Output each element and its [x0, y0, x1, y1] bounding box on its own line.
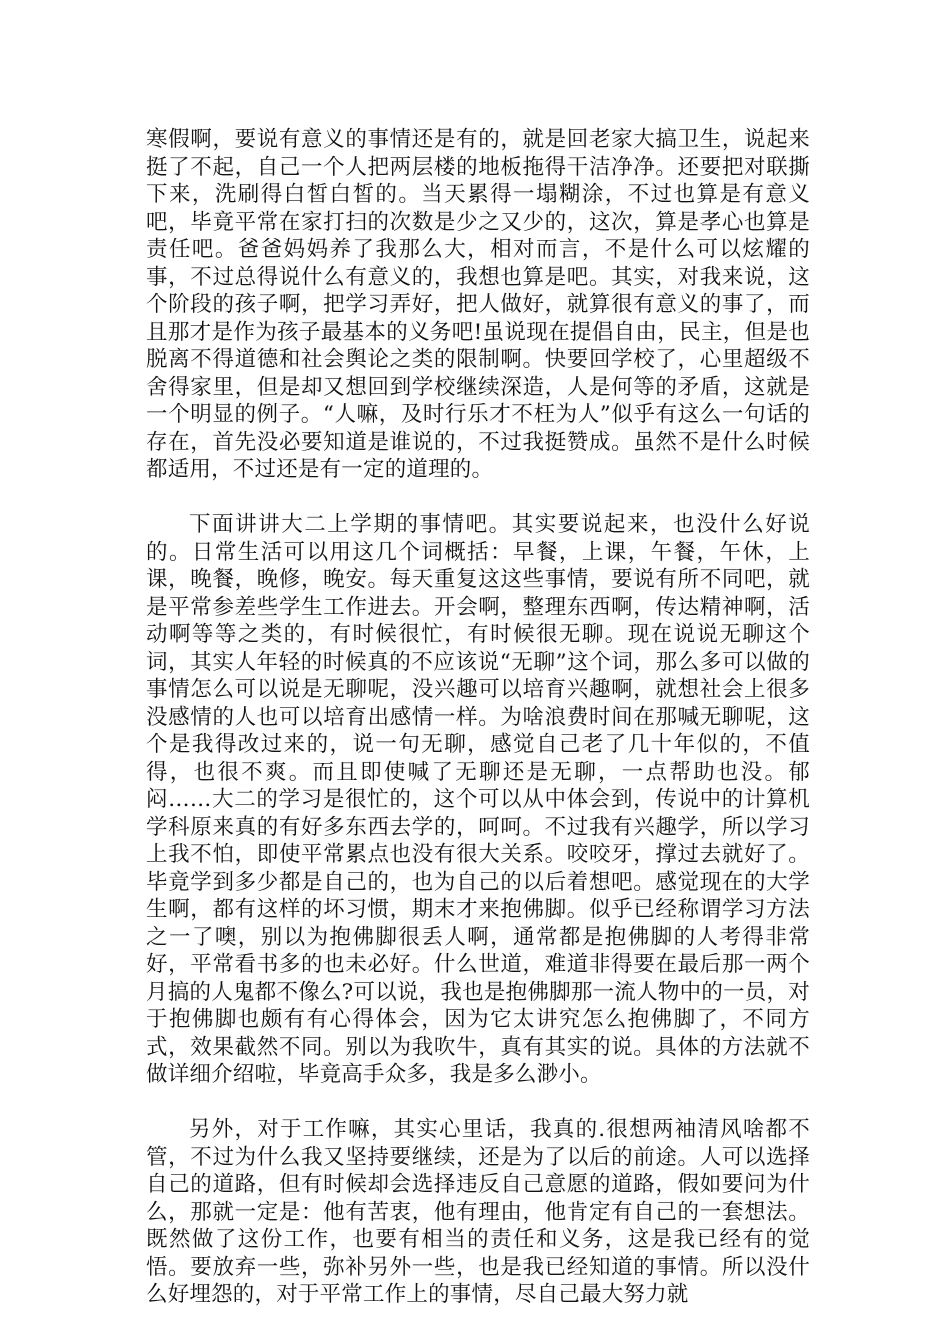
- paragraph-spacer: [146, 484, 810, 512]
- document-body: [146, 126, 810, 1309]
- paragraph-3: 另外，对于工作嘛，其实心里话，我真的.很想两袖清风啥都不管，不过为什么我又坚持要继续，还是为了以后的前途。人可以选择自己的道路，但有时候却会选择违反自己意愿的道路，假如要问为什么，那就一定是：他有苦衷，他有理由，他肯定有自己的一套想法。既然做了这份工作，也要有相当的责任和义务，这是我已经有的觉悟。要放弃一些，弥补另外一些，也是我已经知道的事情。所以没什么好埋怨的，对于平常工作上的事情，尽自己最大努力就: [146, 1117, 810, 1307]
- paragraph-spacer: [146, 1089, 810, 1117]
- paragraph-1: 寒假啊，要说有意义的事情还是有的，就是回老家大搞卫生，说起来挺了不起，自己一个人把两层楼的地板拖得干洁净净。还要把对联撕下来，洗刷得白皙白皙的。当天累得一塌糊涂，不过也算是有意义吧，毕竟平常在家打扫的次数是少之又少的，这次，算是孝心也算是责任吧。爸爸妈妈养了我那么大，相对而言，不是什么可以炫耀的事，不过总得说什么有意义的，我想也算是吧。其实，对我来说，这个阶段的孩子啊，把学习弄好，把人做好，就算很有意义的事了，而且那才是作为孩子最基本的义务吧!虽说现在提倡自由，民主，但是也脱离不得道德和社会舆论之类的限制啊。快要回学校了，心里超级不舍得家里，但是却又想回到学校继续深造，人是何等的矛盾，这就是一个明显的例子。“人嘛，及时行乐才不枉为人”似乎有这么一句话的存在，首先没必要知道是谁说的，不过我挺赞成。虽然不是什么时候都适用，不过还是有一定的道理的。: [146, 127, 810, 482]
- paragraph-2: 下面讲讲大二上学期的事情吧。其实要说起来，也没什么好说的。日常生活可以用这几个词概括：早餐，上课，午餐，午休，上课，晚餐，晚修，晚安。每天重复这这些事情，要说有所不同吧，就是平常参差些学生工作进去。开会啊，整理东西啊，传达精神啊，活动啊等等之类的，有时候很忙，有时候很无聊。现在说说无聊这个词，其实人年轻的时候真的不应该说“无聊”这个词，那么多可以做的事情怎么可以说是无聊呢，没兴趣可以培育兴趣啊，就想社会上很多没感情的人也可以培育出感情一样。为啥浪费时间在那喊无聊呢，这个是我得改过来的，说一句无聊，感觉自己老了几十年似的，不值得，也很不爽。而且即使喊了无聊还是无聊，一点帮助也没。郁闷……大二的学习是很忙的，这个可以从中体会到，传说中的计算机学科原来真的有好多东西去学的，呵呵。不过我有兴趣学，所以学习上我不怕，即使平常累点也没有很大关系。咬咬牙，撑过去就好了。毕竟学到多少都是自己的，也为自己的以后着想吧。感觉现在的大学生啊，都有这样的坏习惯，期末才来抱佛脚。似乎已经称谓学习方法之一了噢，别以为抱佛脚很丢人啊，通常都是抱佛脚的人考得非常好，平常看书多的也未必好。什么世道，难道非得要在最后那一两个月搞的人鬼都不像么?可以说，我也是抱佛脚那一流人物中的一员，对于抱佛脚也颇有有心得体会，因为它太讲究怎么抱佛脚了，不同方式，效果截然不同。别以为我吹牛，真有其实的说。具体的方法就不做详细介绍啦，毕竟高手众多，我是多么渺小。: [146, 512, 810, 1087]
